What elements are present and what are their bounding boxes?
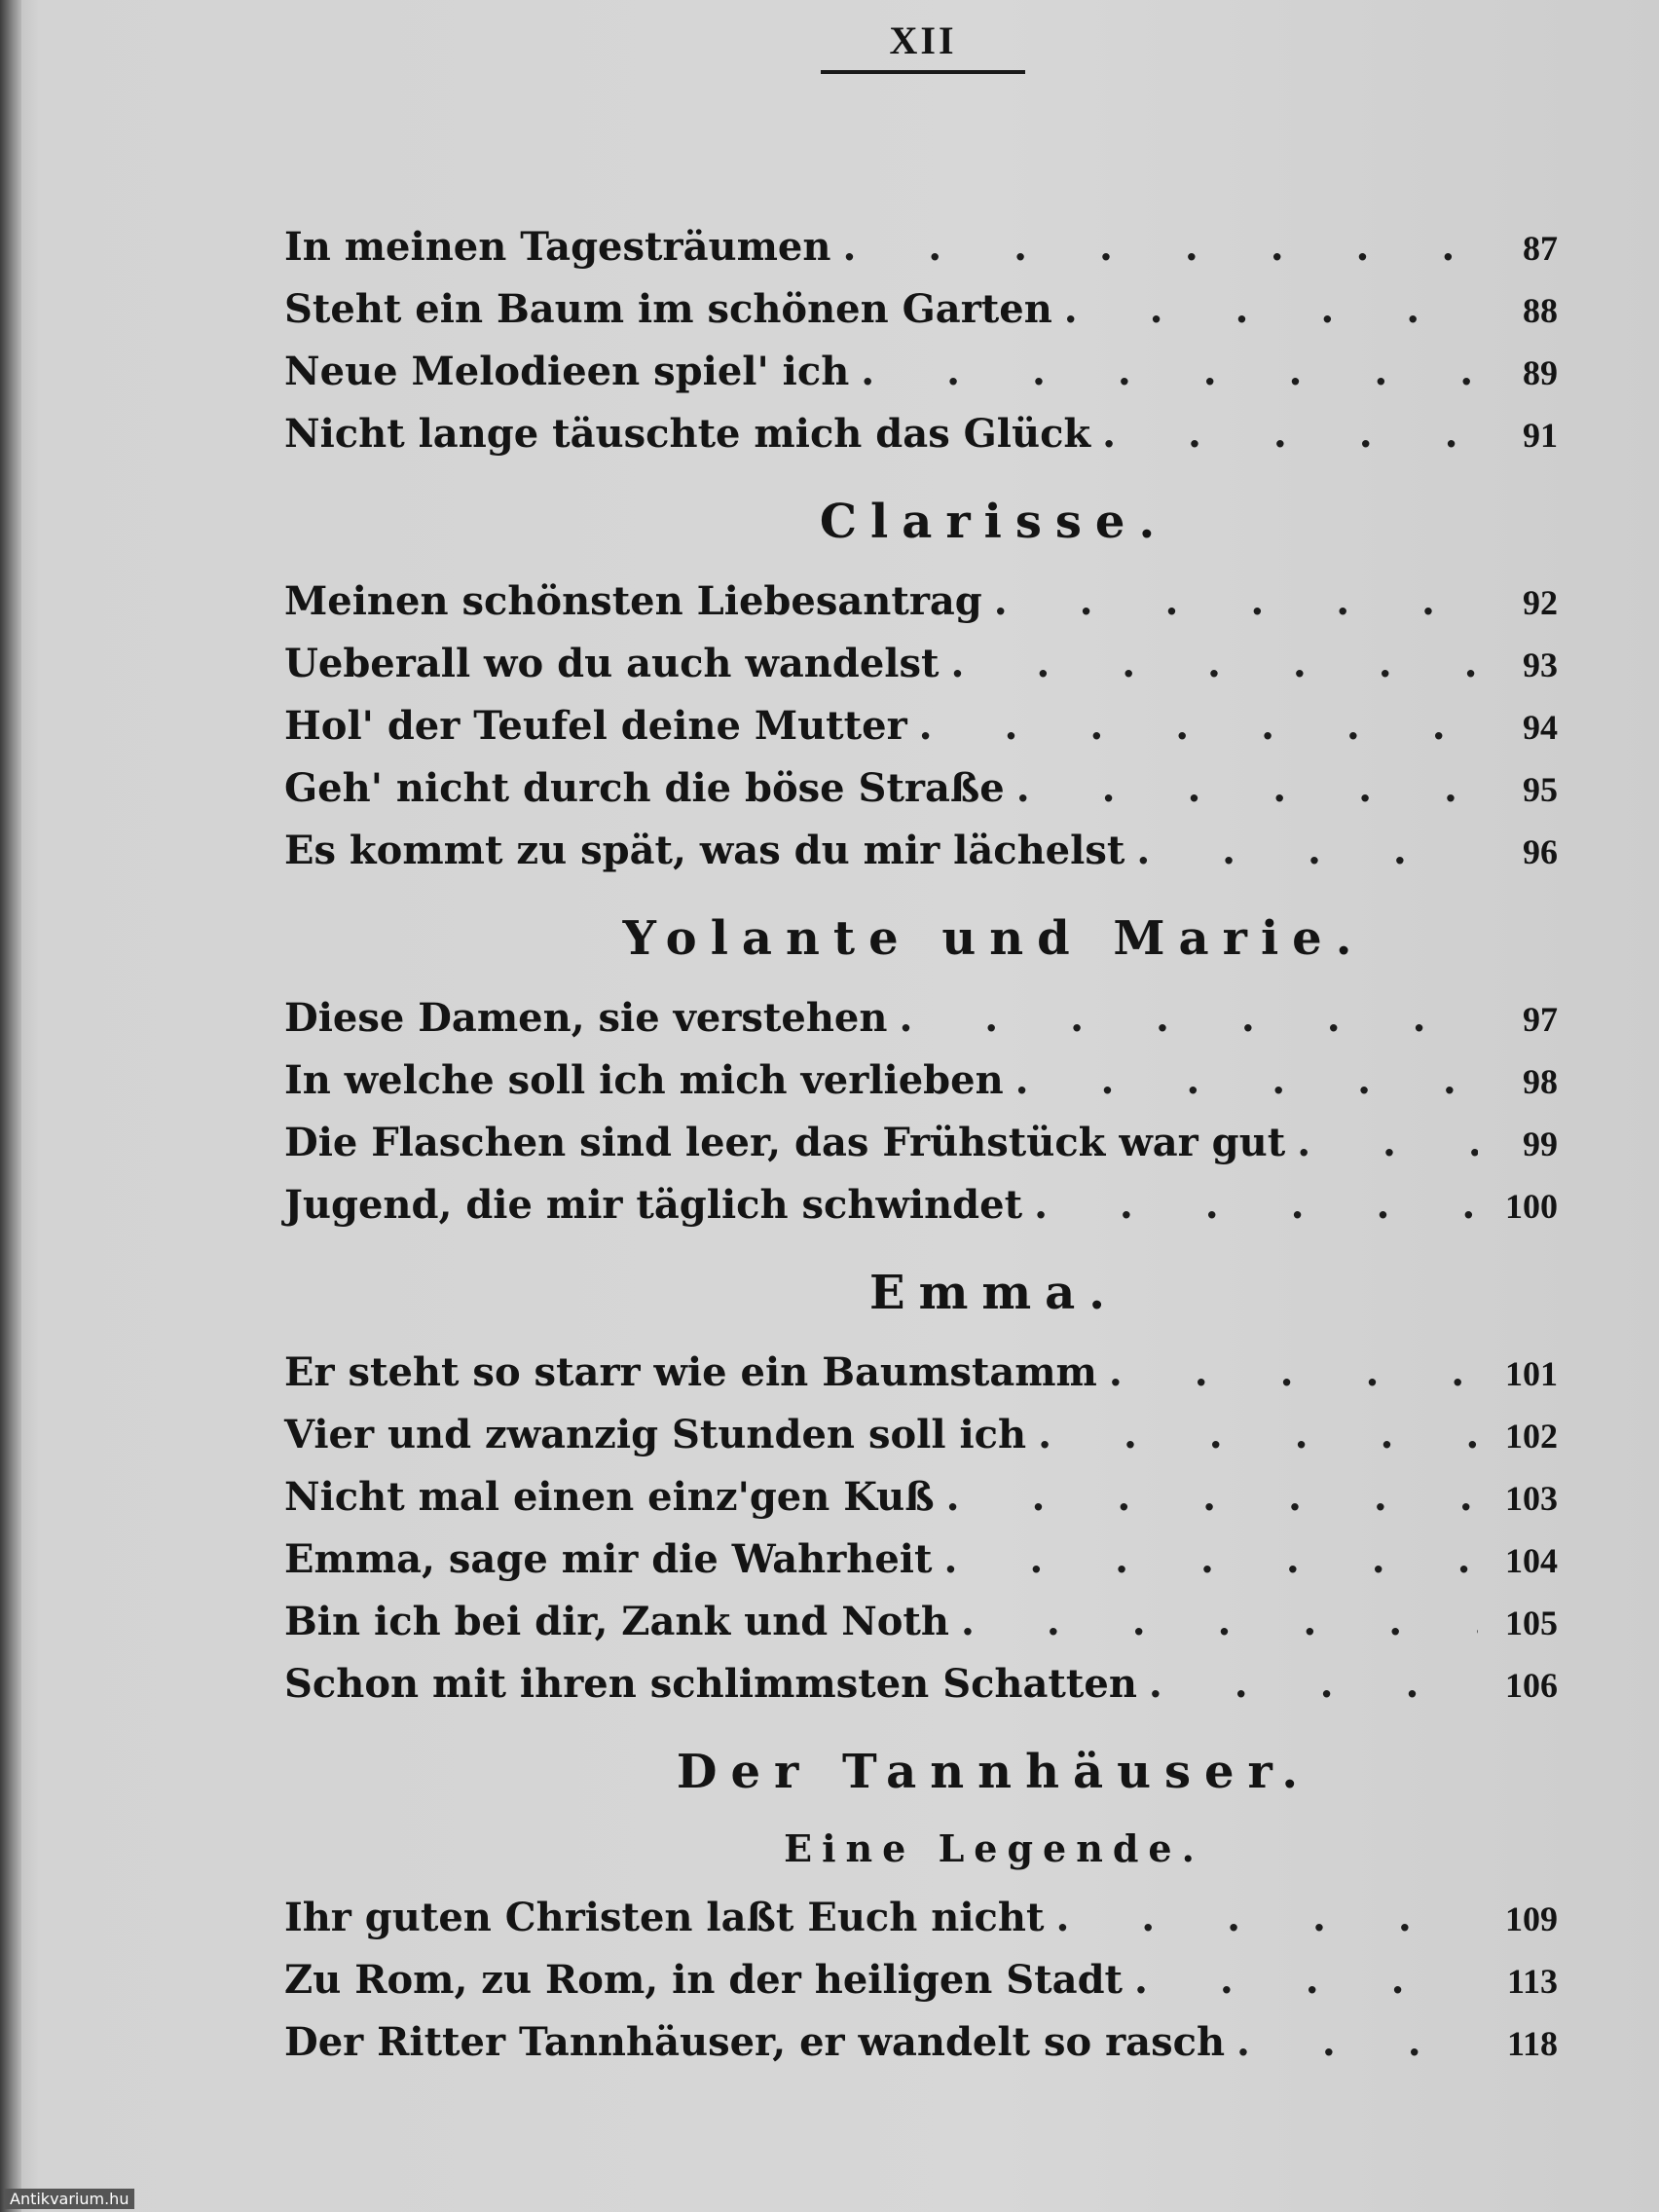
dot-leader xyxy=(1015,1050,1478,1112)
toc-entry-page: 93 xyxy=(1523,645,1558,684)
watermark-label: Antikvarium.hu xyxy=(4,2189,134,2209)
toc-entry-page: 102 xyxy=(1505,1417,1558,1456)
toc-entry-page: 109 xyxy=(1505,1899,1558,1938)
toc-entry-title: In welche soll ich mich verlieben xyxy=(284,1057,1004,1103)
toc-entry xyxy=(284,1529,1558,1591)
toc-entry-page: 99 xyxy=(1523,1124,1558,1163)
toc-entry xyxy=(284,633,1558,695)
dot-leader xyxy=(842,216,1478,278)
toc-entry-page: 98 xyxy=(1523,1062,1558,1101)
toc-entry xyxy=(284,1653,1558,1715)
toc-entry xyxy=(284,1174,1558,1236)
toc-entry-page: 118 xyxy=(1506,2024,1558,2063)
toc-entry-page: 100 xyxy=(1505,1187,1558,1226)
toc-entry-page: 96 xyxy=(1523,832,1558,871)
toc-entry xyxy=(284,695,1558,757)
toc-entry xyxy=(284,1112,1558,1174)
toc-entry-title: Vier und zwanzig Stunden soll ich xyxy=(284,1412,1027,1457)
toc-entry-page: 94 xyxy=(1523,708,1558,747)
toc-entry-title: Zu Rom, zu Rom, in der heiligen Stadt xyxy=(284,1957,1124,2003)
page-number-rule xyxy=(821,70,1025,74)
toc-entry xyxy=(284,820,1558,882)
dot-leader xyxy=(1102,403,1478,465)
toc-entry-page: 106 xyxy=(1505,1666,1558,1705)
toc-entry-title: Bin ich bei dir, Zank und Noth xyxy=(284,1599,949,1644)
toc-entry-title: Es kommt zu spät, was du mir lächelst xyxy=(284,828,1125,873)
section-heading: Emma. xyxy=(869,1266,1119,1320)
toc-entry-title: In meinen Tagesträumen xyxy=(284,224,831,270)
toc-entry-title: Steht ein Baum im schönen Garten xyxy=(284,286,1052,332)
toc-entry xyxy=(284,1404,1558,1466)
toc-entry xyxy=(284,341,1558,403)
toc-entry xyxy=(284,216,1558,278)
toc-entry-title: Emma, sage mir die Wahrheit xyxy=(284,1536,933,1582)
dot-leader xyxy=(946,1466,1478,1529)
toc-entry-title: Der Ritter Tannhäuser, er wandelt so rasch xyxy=(284,2019,1226,2065)
toc-entry-page: 105 xyxy=(1505,1604,1558,1642)
dot-leader xyxy=(950,633,1478,695)
dot-leader xyxy=(861,341,1478,403)
toc-entry-page: 89 xyxy=(1523,353,1558,392)
dot-leader xyxy=(1034,1174,1478,1236)
toc-entry-title: Geh' nicht durch die böse Straße xyxy=(284,765,1005,811)
dot-leader xyxy=(1064,278,1478,341)
dot-leader xyxy=(994,571,1478,633)
dot-leader xyxy=(919,695,1478,757)
section-heading: Clarisse. xyxy=(819,495,1169,549)
toc-entry xyxy=(284,571,1558,633)
dot-leader xyxy=(1297,1112,1478,1174)
section-heading: Yolante und Marie. xyxy=(622,911,1366,966)
toc-entry xyxy=(284,403,1558,465)
toc-entry xyxy=(284,1466,1558,1529)
toc-entry xyxy=(284,1342,1558,1404)
dot-leader xyxy=(1109,1342,1478,1404)
toc-entry-title: Neue Melodieen spiel' ich xyxy=(284,349,850,394)
dot-leader xyxy=(1038,1404,1478,1466)
toc-entry-title: Ihr guten Christen laßt Euch nicht xyxy=(284,1895,1045,1940)
toc-entry-title: Nicht lange täuschte mich das Glück xyxy=(284,411,1091,457)
toc-entry-page: 88 xyxy=(1523,291,1558,330)
toc-entry-page: 87 xyxy=(1523,229,1558,268)
page-number: XII xyxy=(889,18,957,62)
toc-entry-page: 104 xyxy=(1505,1541,1558,1580)
toc-entry-page: 95 xyxy=(1523,770,1558,809)
toc-entry xyxy=(284,987,1558,1050)
book-spine-shadow xyxy=(0,0,21,2212)
toc-entry-title: Jugend, die mir täglich schwindet xyxy=(284,1182,1023,1228)
dot-leader xyxy=(1055,1887,1478,1949)
section-heading: Der Tannhäuser. xyxy=(676,1745,1312,1799)
toc-entry-title: Er steht so starr wie ein Baumstamm xyxy=(284,1349,1097,1395)
toc-entry-title: Die Flaschen sind leer, das Frühstück war gut xyxy=(284,1120,1286,1165)
toc-entry xyxy=(284,1949,1558,2011)
toc-entry xyxy=(284,1591,1558,1653)
toc-entry-page: 91 xyxy=(1523,416,1558,455)
toc-entry-title: Nicht mal einen einz'gen Kuß xyxy=(284,1474,935,1520)
toc-entry xyxy=(284,1050,1558,1112)
toc-entry xyxy=(284,278,1558,341)
toc-entry xyxy=(284,2011,1558,2074)
toc-entry-title: Meinen schönsten Liebesantrag xyxy=(284,578,982,624)
dot-leader xyxy=(1136,820,1478,882)
dot-leader xyxy=(1134,1949,1478,2011)
dot-leader xyxy=(961,1591,1478,1653)
section-subheading: Eine Legende. xyxy=(784,1826,1204,1870)
toc-entry-page: 92 xyxy=(1523,583,1558,622)
toc-entry-title: Hol' der Teufel deine Mutter xyxy=(284,703,907,749)
dot-leader xyxy=(899,987,1478,1050)
toc-entry xyxy=(284,1887,1558,1949)
toc-entry xyxy=(284,757,1558,820)
toc-entry-page: 97 xyxy=(1523,1000,1558,1039)
dot-leader xyxy=(943,1529,1478,1591)
toc-entry-page: 113 xyxy=(1506,1962,1558,2001)
toc-entry-page: 103 xyxy=(1505,1479,1558,1518)
toc-entry-title: Schon mit ihren schlimmsten Schatten xyxy=(284,1661,1137,1707)
toc-entry-page: 101 xyxy=(1505,1354,1558,1393)
toc-entry-title: Ueberall wo du auch wandelst xyxy=(284,641,940,686)
dot-leader xyxy=(1236,2011,1478,2074)
dot-leader xyxy=(1016,757,1478,820)
dot-leader xyxy=(1149,1653,1478,1715)
table-of-contents xyxy=(284,216,1558,2074)
toc-entry-title: Diese Damen, sie verstehen xyxy=(284,995,888,1041)
